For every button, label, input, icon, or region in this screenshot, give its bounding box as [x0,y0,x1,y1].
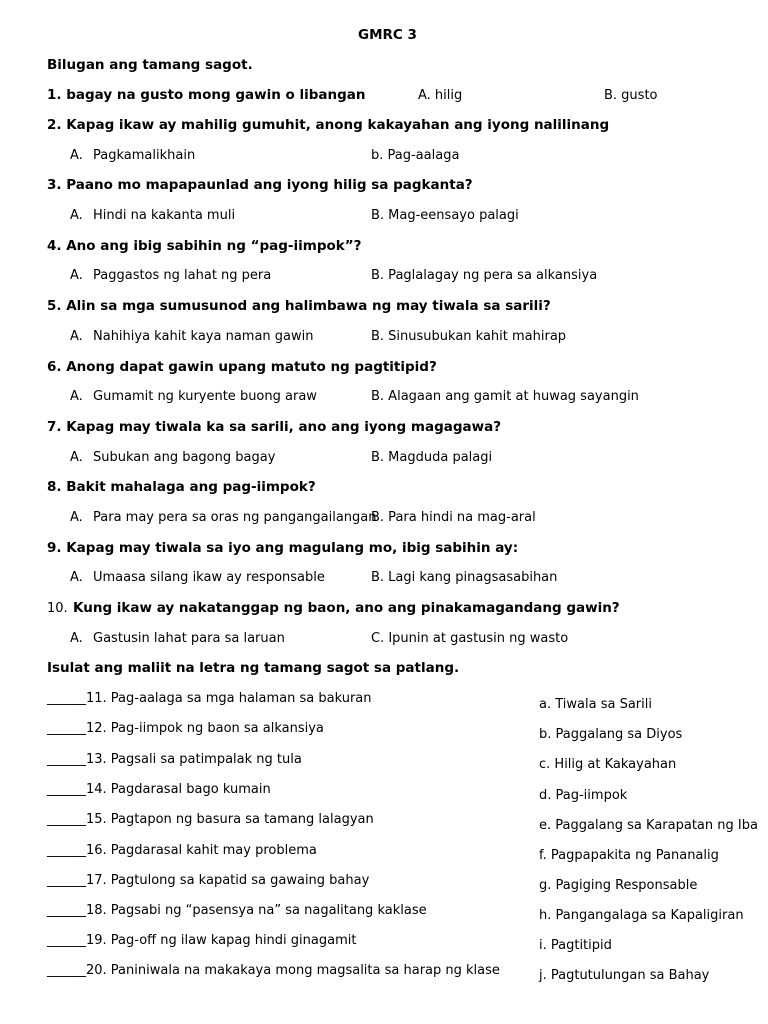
matching-item-13 [47,752,302,767]
q8-choice-a: Para may pera sa oras ng pangangailangan [93,510,377,525]
q8-choice-b: B. Para hindi na mag-aral [371,510,536,525]
answer-option-f: f. Pagpapakita ng Pananalig [539,848,719,863]
part1-instruction: Bilugan ang tamang sagot. [47,57,253,73]
answer-option-i: i. Pagtitipid [539,938,612,953]
matching-item-18 [47,903,427,918]
question-2: 2. Kapag ikaw ay mahilig gumuhit, anong kakayahan ang iyong nalilinang [47,117,610,133]
matching-item-text: 12. Pag-iimpok ng baon sa alkansiya [86,721,324,736]
q5-choice-b: B. Sinusubukan kahit mahirap [371,329,567,344]
answer-blank[interactable]: ______ [47,721,86,736]
q3-choice-a: Hindi na kakanta muli [93,208,236,223]
q7-choice-a: Subukan ang bagong bagay [93,450,276,465]
q7-choice-a-label: A. [70,450,83,465]
matching-item-17 [47,873,369,888]
q9-choice-a-label: A. [70,570,83,585]
question-3: 3. Paano mo mapapaunlad ang iyong hilig sa pagkanta? [47,177,473,193]
answer-blank[interactable]: ______ [47,933,86,948]
q3-choice-a-label: A. [70,208,83,223]
matching-item-text: 14. Pagdarasal bago kumain [86,782,271,797]
matching-item-19 [47,933,356,948]
answer-blank[interactable]: ______ [47,752,86,767]
q1-choice-a: A. hilig [418,88,463,103]
q4-choice-b: B. Paglalagay ng pera sa alkansiya [371,268,598,283]
answer-blank[interactable]: ______ [47,873,86,888]
q10-choice-a-label: A. [70,631,83,646]
q6-choice-a-label: A. [70,389,83,404]
q7-choice-b: B. Magduda palagi [371,450,493,465]
part2-instruction: Isulat ang maliit na letra ng tamang sagot sa patlang. [47,660,460,676]
question-10-number: 10. [47,601,68,616]
answer-option-e: e. Paggalang sa Karapatan ng Iba [539,818,758,833]
q4-choice-a-label: A. [70,268,83,283]
matching-item-15 [47,812,374,827]
matching-item-text: 19. Pag-off ng ilaw kapag hindi ginagamit [86,933,357,948]
q3-choice-b: B. Mag-eensayo palagi [371,208,519,223]
answer-blank[interactable]: ______ [47,903,86,918]
answer-blank[interactable]: ______ [47,843,86,858]
answer-option-j: j. Pagtutulungan sa Bahay [539,968,710,983]
question-7: 7. Kapag may tiwala ka sa sarili, ano ang iyong magagawa? [47,419,502,435]
answer-option-d: d. Pag-iimpok [539,788,628,803]
matching-item-text: 15. Pagtapon ng basura sa tamang lalagyan [86,812,374,827]
answer-option-g: g. Pagiging Responsable [539,878,698,893]
matching-item-text: 18. Pagsabi ng “pasensya na” sa nagalitang kaklase [86,903,427,918]
answer-blank[interactable]: ______ [47,812,86,827]
matching-item-11 [47,691,372,706]
question-8: 8. Bakit mahalaga ang pag-iimpok? [47,479,316,495]
answer-option-h: h. Pangangalaga sa Kapaligiran [539,908,744,923]
q6-choice-a: Gumamit ng kuryente buong araw [93,389,317,404]
q8-choice-a-label: A. [70,510,83,525]
q5-choice-a-label: A. [70,329,83,344]
answer-option-c: c. Hilig at Kakayahan [539,757,677,772]
matching-item-14 [47,782,271,797]
q6-choice-b: B. Alagaan ang gamit at huwag sayangin [371,389,639,404]
q10-choice-b: C. Ipunin at gastusin ng wasto [371,631,569,646]
matching-item-20 [47,963,500,978]
matching-item-text: 17. Pagtulong sa kapatid sa gawaing bahay [86,873,370,888]
page-title: GMRC 3 [358,27,417,43]
matching-item-text: 20. Paniniwala na makakaya mong magsalita sa harap ng klase [86,963,500,978]
answer-option-b: b. Paggalang sa Diyos [539,727,683,742]
q2-choice-a: Pagkamalikhain [93,148,196,163]
question-6: 6. Anong dapat gawin upang matuto ng pagtitipid? [47,359,437,375]
q4-choice-a: Paggastos ng lahat ng pera [93,268,272,283]
q5-choice-a: Nahihiya kahit kaya naman gawin [93,329,314,344]
matching-item-16 [47,843,317,858]
question-9: 9. Kapag may tiwala sa iyo ang magulang mo, ibig sabihin ay: [47,540,519,556]
q1-choice-b: B. gusto [604,88,658,103]
question-1: 1. bagay na gusto mong gawin o libangan [47,87,366,103]
q2-choice-a-label: A. [70,148,83,163]
answer-blank[interactable]: ______ [47,691,86,706]
q9-choice-b: B. Lagi kang pinagsasabihan [371,570,558,585]
matching-item-text: 13. Pagsali sa patimpalak ng tula [86,752,302,767]
matching-item-12 [47,721,324,736]
answer-blank[interactable]: ______ [47,782,86,797]
q10-choice-a: Gastusin lahat para sa laruan [93,631,285,646]
answer-blank[interactable]: ______ [47,963,86,978]
q2-choice-b: b. Pag-aalaga [371,148,460,163]
matching-item-text: 16. Pagdarasal kahit may problema [86,843,317,858]
q9-choice-a: Umaasa silang ikaw ay responsable [93,570,325,585]
question-5: 5. Alin sa mga sumusunod ang halimbawa ng may tiwala sa sarili? [47,298,551,314]
question-4: 4. Ano ang ibig sabihin ng “pag-iimpok”? [47,238,362,254]
question-10: Kung ikaw ay nakatanggap ng baon, ano ang pinakamagandang gawin? [73,600,620,616]
answer-option-a: a. Tiwala sa Sarili [539,697,652,712]
matching-item-text: 11. Pag-aalaga sa mga halaman sa bakuran [86,691,372,706]
